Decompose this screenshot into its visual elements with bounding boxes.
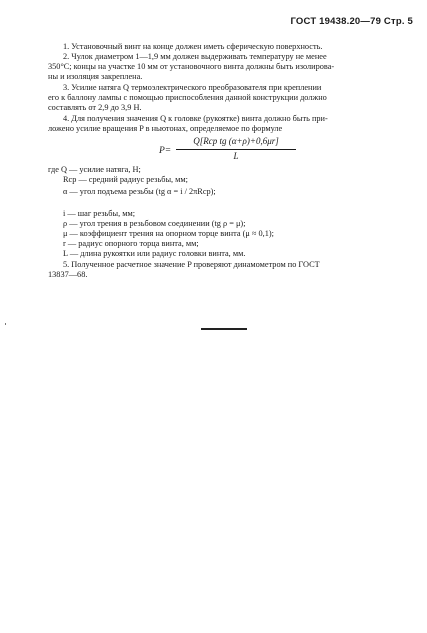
paragraph-3-end: составлять от 2,9 до 3,9 Н. [48, 103, 142, 112]
where-rcp: Rср — средний радиус резьбы, мм; [63, 175, 188, 184]
formula-numerator: Q[Rср tg (α+ρ)+0,6μr] [193, 136, 279, 146]
paragraph-5-cont: 13837—68. [48, 270, 88, 279]
fraction-bar [176, 149, 296, 150]
where-q: где Q — усилие натяга, Н; [48, 165, 141, 174]
paragraph-2-end: ны и изоляция закреплена. [48, 72, 143, 81]
paragraph-3: 3. Усилие натяга Q термоэлектрического преобразователя при креплении [63, 83, 322, 92]
where-alpha: α — угол подъема резьбы (tg α = i / 2πRср); [63, 187, 216, 196]
paragraph-2: 2. Чулок диаметром 1—1,9 мм должен выдерживать температуру не менее [63, 52, 327, 61]
page-header: ГОСТ 19438.20—79 Стр. 5 [290, 16, 413, 27]
paragraph-4-cont: ложено усилие вращения P в ньютонах, определяемое по формуле [48, 124, 283, 133]
paragraph-4: 4. Для получения значения Q к головке (рукоятке) винта должно быть при- [63, 114, 328, 123]
where-mu: μ — коэффициент трения на опорном торце винта (μ ≈ 0,1); [63, 229, 274, 238]
formula-denominator: L [233, 151, 239, 161]
where-r: r — радиус опорного торца винта, мм; [63, 239, 199, 248]
formula-lhs: P= [159, 146, 172, 156]
paragraph-1: 1. Установочный винт на конце должен иметь сферическую поверхность. [63, 42, 323, 51]
where-i: i — шаг резьбы, мм; [63, 209, 136, 218]
paragraph-3-cont: его к баллону лампы с помощью приспособления данной конструкции должно [48, 93, 327, 102]
where-l: L — длина рукоятки или радиус головки винта, мм. [63, 249, 246, 258]
paragraph-5: 5. Полученное расчетное значение P проверяют динамометром по ГОСТ [63, 260, 320, 269]
margin-mark [5, 323, 6, 325]
end-rule [201, 328, 247, 330]
paragraph-2-cont: 350°С; концы на участке 10 мм от установочного винта должны быть изолирова- [48, 62, 335, 71]
where-rho: ρ — угол трения в резьбовом соединении (tg ρ = μ); [63, 219, 246, 228]
